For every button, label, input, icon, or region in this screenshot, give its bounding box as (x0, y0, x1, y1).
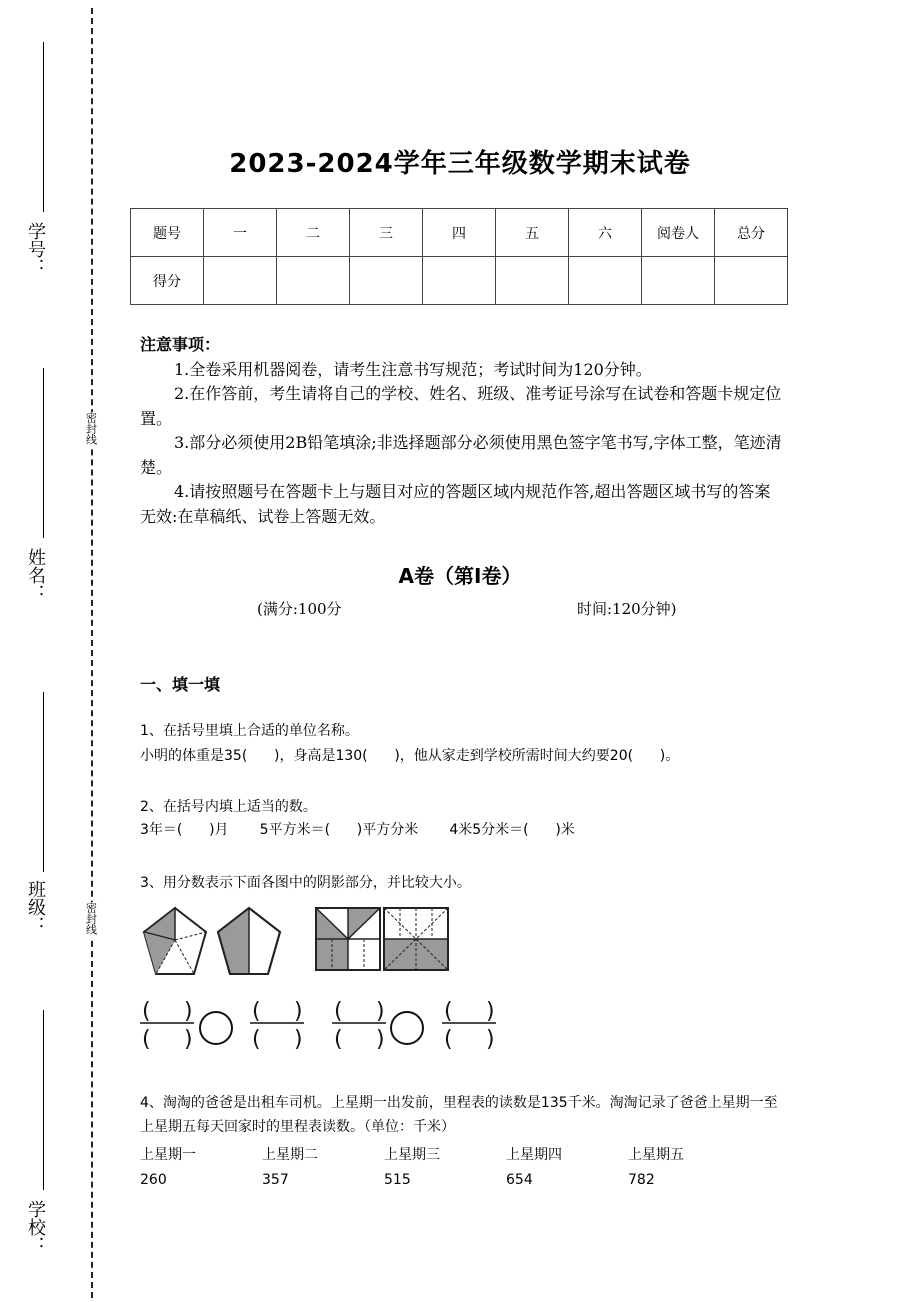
odometer-day: 上星期五 (628, 1147, 684, 1163)
odometer-col (628, 1143, 684, 1193)
svg-text:): ) (376, 1027, 385, 1052)
question-3-stem: 3、用分数表示下面各图中的阴影部分，并比较大小。 (140, 875, 471, 891)
odometer-reading: 357 (262, 1172, 289, 1188)
question-1-line: 小明的体重是35( )，身高是130( )，他从家走到学校所需时间大约要20( )。 (140, 748, 680, 764)
svg-text:(: ( (334, 999, 343, 1024)
notes-heading: 注意事项： (140, 335, 221, 354)
name-rule (43, 368, 44, 538)
fraction-figures (138, 904, 458, 976)
odometer-reading: 260 (140, 1172, 167, 1188)
note-item: 2.在作答前，考生请将自己的学校、姓名、班级、准考证号涂写在试卷和答题卡规定位置。 (140, 384, 782, 428)
square-figure-2 (384, 908, 448, 970)
svg-text:): ) (184, 999, 193, 1024)
fraction-answer-row (138, 996, 498, 1052)
score-table-header-row (131, 209, 788, 257)
svg-text:): ) (486, 999, 495, 1024)
score-cell[interactable] (642, 257, 715, 305)
odometer-col (262, 1143, 318, 1193)
question-2-line: 3年＝( )月 5平方米＝( )平方分米 4米5分米＝( )米 (140, 822, 575, 838)
fraction-answer-1[interactable] (140, 999, 194, 1052)
score-table-score-row (131, 257, 788, 305)
score-header-cell: 四 (423, 209, 496, 257)
compare-circle-2[interactable] (391, 1012, 423, 1044)
odometer-day: 上星期二 (262, 1147, 318, 1163)
svg-text:): ) (294, 999, 303, 1024)
class-rule (43, 692, 44, 872)
score-row-label: 得分 (131, 257, 204, 305)
svg-text:(: ( (444, 999, 453, 1024)
score-header-cell: 一 (204, 209, 277, 257)
score-cell[interactable] (569, 257, 642, 305)
full-score: (满分:100分 (257, 600, 342, 618)
odometer-col (384, 1143, 440, 1193)
fraction-answer-3[interactable] (332, 999, 386, 1052)
exam-time: 时间:120分钟) (577, 600, 677, 618)
svg-text:(: ( (252, 999, 261, 1024)
odometer-reading: 782 (628, 1172, 655, 1188)
compare-circle-1[interactable] (200, 1012, 232, 1044)
question-2-stem: 2、在括号内填上适当的数。 (140, 799, 317, 815)
svg-text:(: ( (142, 1027, 151, 1052)
score-header-cell: 二 (277, 209, 350, 257)
score-cell[interactable] (204, 257, 277, 305)
score-table (130, 208, 788, 305)
score-header-cell: 六 (569, 209, 642, 257)
odometer-col (506, 1143, 562, 1193)
odometer-day: 上星期三 (384, 1147, 440, 1163)
note-item: 3.部分必须使用2B铅笔填涂;非选择题部分必须使用黑色签字笔书写,字体工整，笔迹清楚。 (140, 433, 782, 477)
odometer-day: 上星期一 (140, 1147, 196, 1163)
seal-mark-top: 密封线 (84, 412, 98, 448)
school-rule (43, 1010, 44, 1190)
svg-text:(: ( (252, 1027, 261, 1052)
svg-text:(: ( (444, 1027, 453, 1052)
question-1-stem: 1、在括号里填上合适的单位名称。 (140, 723, 359, 739)
odometer-col (140, 1143, 196, 1193)
score-header-cell: 五 (496, 209, 569, 257)
pentagon-figure-2 (218, 908, 280, 974)
svg-text:): ) (486, 1027, 495, 1052)
score-cell[interactable] (277, 257, 350, 305)
fraction-answer-2[interactable] (250, 999, 304, 1052)
score-header-cell: 总分 (715, 209, 788, 257)
score-header-cell: 三 (350, 209, 423, 257)
student-id-rule (43, 42, 44, 212)
note-item: 1.全卷采用机器阅卷，请考生注意书写规范；考试时间为120分钟。 (174, 359, 652, 379)
question-4-stem: 4、淘淘的爸爸是出租车司机。上星期一出发前，里程表的读数是135千米。淘淘记录了爸爸上星期一至上星期五每天回家时的里程表读数。（单位：千米） (140, 1095, 778, 1135)
note-item: 4.请按照题号在答题卡上与题目对应的答题区域内规范作答,超出答题区域书写的答案无效:在草稿纸、试卷上答题无效。 (140, 482, 771, 526)
exam-title: 2023-2024学年三年级数学期末试卷 (229, 149, 691, 179)
exam-notes (140, 333, 785, 529)
odometer-day: 上星期四 (506, 1147, 562, 1163)
binding-dashed-line (91, 8, 93, 1298)
score-cell[interactable] (350, 257, 423, 305)
svg-text:): ) (184, 1027, 193, 1052)
odometer-reading: 515 (384, 1172, 411, 1188)
paper-a-title: A卷（第I卷） (398, 564, 522, 588)
fraction-answer-4[interactable] (442, 999, 496, 1052)
svg-text:): ) (294, 1027, 303, 1052)
square-figure-1 (316, 908, 380, 970)
name-label: 姓名： (25, 548, 46, 602)
odometer-reading: 654 (506, 1172, 533, 1188)
score-cell[interactable] (715, 257, 788, 305)
svg-text:(: ( (334, 1027, 343, 1052)
score-cell[interactable] (423, 257, 496, 305)
score-header-cell: 阅卷人 (642, 209, 715, 257)
student-id-label: 学号： (25, 222, 46, 276)
section-1-title: 一、填一填 (140, 675, 221, 694)
pentagon-figure-1 (144, 908, 206, 974)
score-cell[interactable] (496, 257, 569, 305)
seal-mark-bottom: 密封线 (84, 902, 98, 938)
score-header-cell: 题号 (131, 209, 204, 257)
school-label: 学校： (25, 1200, 46, 1254)
svg-text:(: ( (142, 999, 151, 1024)
svg-text:): ) (376, 999, 385, 1024)
class-label: 班级： (25, 880, 46, 934)
